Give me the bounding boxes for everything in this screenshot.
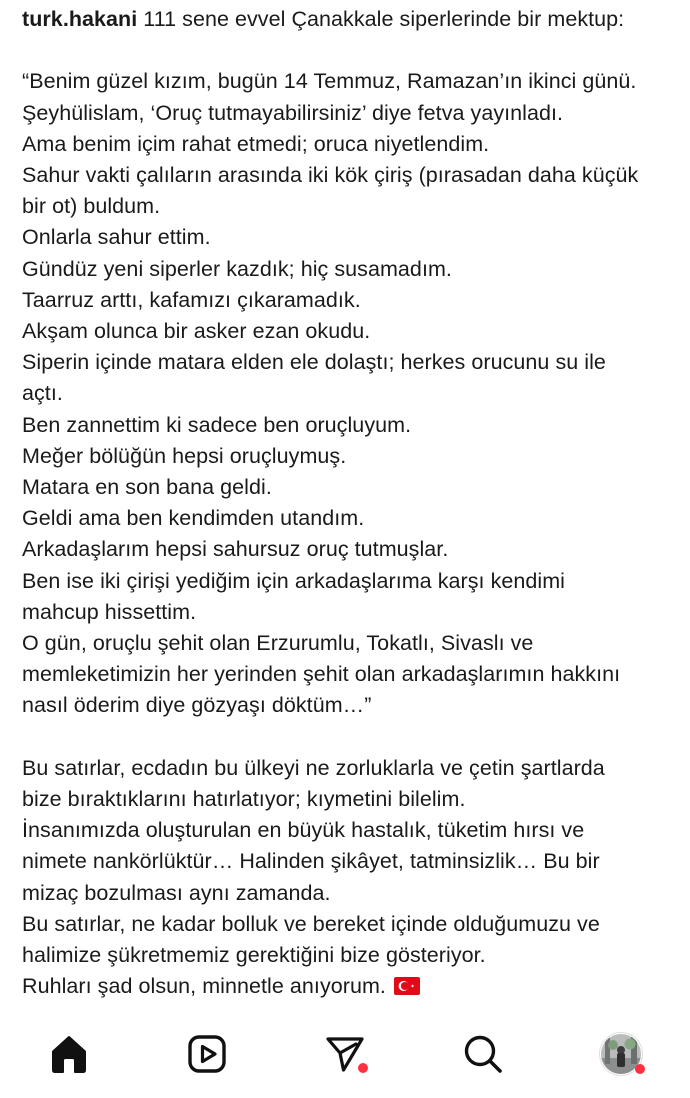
caption-line [22,35,674,66]
caption-line: Ama benim içim rahat etmedi; oruca niyetlendim. [22,131,490,156]
caption-line: bir ot) buldum. [22,194,161,219]
caption-line: Matara en son bana geldi. [22,475,272,500]
notification-dot [635,1064,645,1074]
caption-line: Ben ise iki çirişi yediğim için arkadaşlarıma karşı kendimi [22,568,566,593]
caption-line: Onlarla sahur ettim. [22,225,211,250]
reels-icon [185,1032,229,1076]
nav-profile-button[interactable] [597,1030,645,1078]
post-caption [22,4,674,1004]
notification-dot [358,1063,368,1073]
caption-line: Taarruz arttı, kafamızı çıkaramadık. [22,287,361,312]
caption-line: Bu satırlar, ne kadar bolluk ve bereket içinde olduğumuzu ve [22,911,600,936]
caption-line: Sahur vakti çalıların arasında iki kök çiriş (pırasadan daha küçük [22,163,639,187]
username-link[interactable]: turk.hakani [22,7,138,31]
nav-direct-button[interactable] [321,1030,369,1078]
caption-line: Gündüz yeni siperler kazdık; hiç susamadım. [22,256,452,281]
caption-line: nimete nankörlüktür… Halinden şikâyet, tatminsizlik… Bu bir [22,849,600,874]
caption-line: bize bıraktıklarını hatırlatıyor; kıymetini bilelim. [22,787,466,812]
caption-text: 111 sene evvel Çanakkale siperlerinde bir mektup: [143,7,625,31]
caption-line: Ben zannettim ki sadece ben oruçluyum. [22,412,412,437]
caption-line: açtı. [22,381,63,406]
caption-line: O gün, oruçlu şehit olan Erzurumlu, Tokatlı, Sivaslı ve [22,631,534,656]
home-icon [47,1032,91,1076]
caption-line-last [22,971,674,1004]
caption-line: İnsanımızda oluşturulan en büyük hastalık, tüketim hırsı ve [22,818,585,843]
caption-line: Bu satırlar, ecdadın bu ülkeyi ne zorluklarla ve çetin şartlarda [22,755,605,780]
bottom-navigation-bar [0,1012,690,1098]
caption-line: “Benim güzel kızım, bugün 14 Temmuz, Ramazan’ın ikinci günü. [22,69,637,94]
caption-text: Ruhları şad olsun, minnetle anıyorum. [22,974,386,999]
caption-line: memleketimizin her yerinden şehit olan arkadaşlarımın hakkını [22,662,621,687]
nav-home-button[interactable] [45,1030,93,1078]
nav-reels-button[interactable] [183,1030,231,1078]
search-icon [461,1032,505,1076]
turkey-flag-icon [394,973,420,1004]
caption-line: Geldi ama ben kendimden utandım. [22,506,365,531]
caption-line: mahcup hissettim. [22,599,197,624]
nav-search-button[interactable] [459,1030,507,1078]
caption-line: Meğer bölüğün hepsi oruçluymuş. [22,443,347,468]
caption-line: Akşam olunca bir asker ezan okudu. [22,319,371,344]
caption-line: mizaç bozulması aynı zamanda. [22,880,331,905]
caption-line-0 [22,4,674,35]
caption-line [22,722,674,753]
caption-line: Arkadaşlarım hepsi sahursuz oruç tutmuşlar. [22,537,449,562]
caption-line: Şeyhülislam, ‘Oruç tutmayabilirsiniz’ diye fetva yayınladı. [22,100,564,125]
caption-line: nasıl öderim diye gözyaşı döktüm…” [22,693,372,718]
caption-line: Siperin içinde matara elden ele dolaştı; herkes orucunu su ile [22,350,606,375]
caption-line: halimize şükretmemiz gerektiğini bize gösteriyor. [22,943,486,968]
